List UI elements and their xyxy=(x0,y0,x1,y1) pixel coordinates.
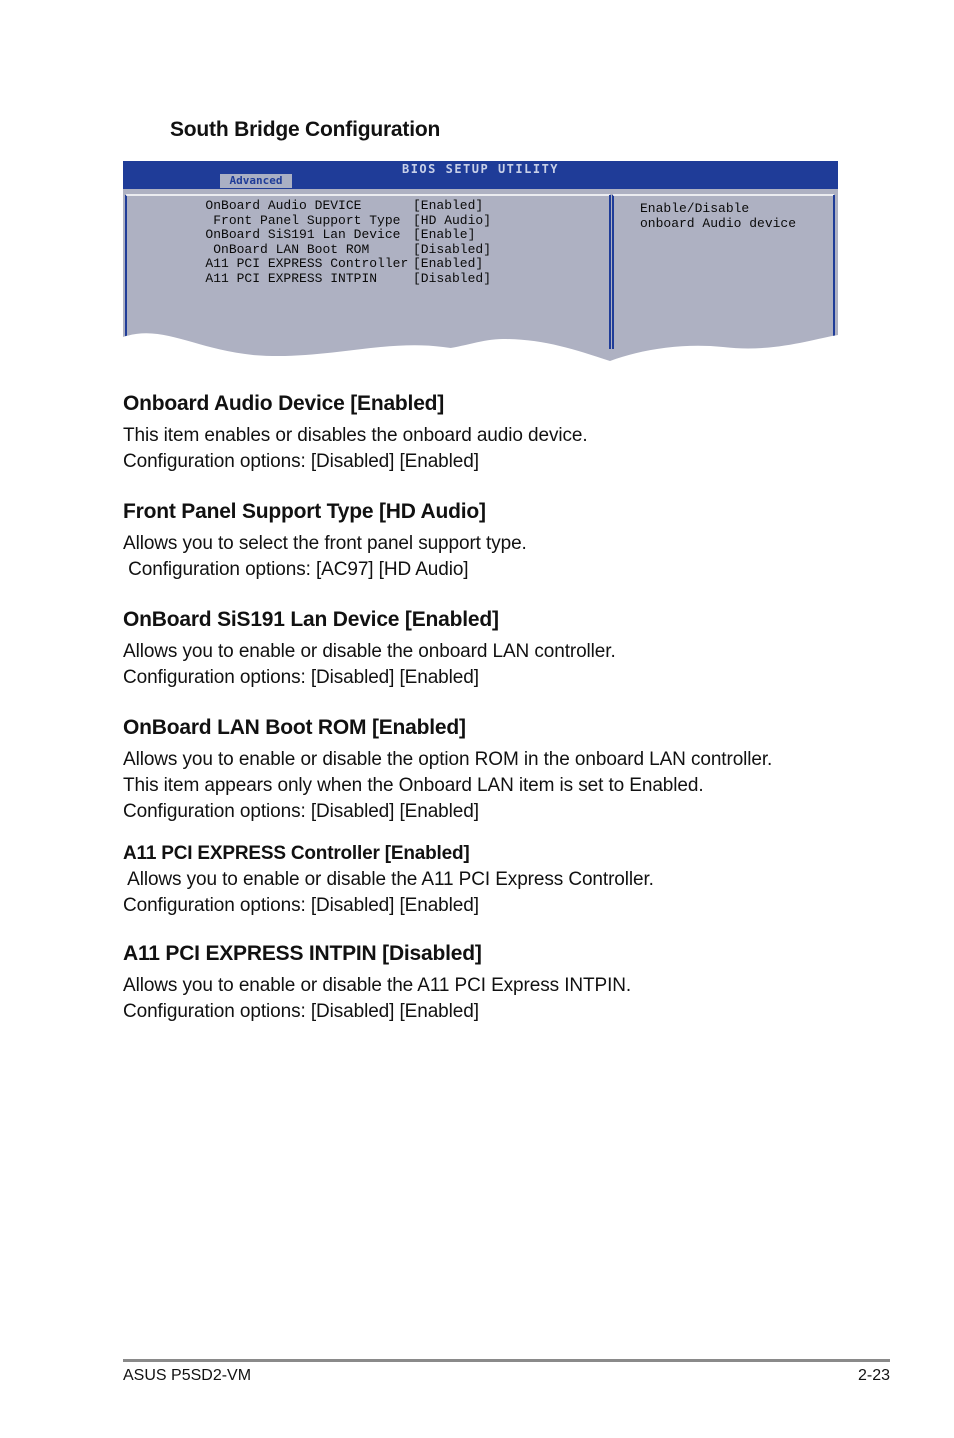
footer-rule xyxy=(123,1359,890,1362)
bios-row-value: [Enabled] xyxy=(413,198,484,213)
item-pci-controller xyxy=(123,841,654,919)
item-lan-boot-rom xyxy=(123,715,772,825)
item-pci-intpin xyxy=(123,941,631,1025)
item-description: This item enables or disables the onboard audio device. Configuration options: [Disabled] [Enabled] xyxy=(123,425,588,472)
item-heading: OnBoard SiS191 Lan Device [Enabled] xyxy=(123,608,499,631)
bios-row-value: [HD Audio] xyxy=(413,212,492,228)
bios-row-value: [Enable] xyxy=(413,227,476,242)
item-description: Allows you to select the front panel support type. Configuration options: [AC97] [HD Audio] xyxy=(123,533,527,580)
bios-row-label: A11 PCI EXPRESS INTPIN xyxy=(205,270,378,286)
item-description: Allows you to enable or disable the option ROM in the onboard LAN controller. This item appears only when the Onboard LAN item is set to Enabled. Configuration options: [Disabled] [Enabled] xyxy=(123,749,773,822)
bios-tab-advanced: Advanced xyxy=(220,174,292,188)
bios-row-label: OnBoard SiS191 Lan Device xyxy=(205,227,401,242)
bios-tear-mid xyxy=(443,339,610,361)
bios-row-value: [Enabled] xyxy=(413,256,484,271)
item-heading: Onboard Audio Device [Enabled] xyxy=(123,392,445,415)
item-lan-device xyxy=(123,607,616,691)
bios-row-value: [Disabled] xyxy=(413,270,492,286)
item-description: Allows you to enable or disable the onboard LAN controller. Configuration options: [Disabled] [Enabled] xyxy=(123,641,616,688)
bios-help-line: Enable/Disable xyxy=(640,201,750,216)
item-front-panel xyxy=(123,499,527,583)
bios-row-label: A11 PCI EXPRESS Controller xyxy=(205,256,409,271)
bios-row-lan-boot-rom[interactable] xyxy=(143,241,492,257)
bios-row-lan-device[interactable] xyxy=(143,227,476,242)
item-heading: A11 PCI EXPRESS INTPIN [Disabled] xyxy=(123,942,482,965)
bios-row-front-panel[interactable] xyxy=(143,212,492,228)
bios-row-pci-intpin[interactable] xyxy=(143,270,492,286)
bios-row-value: [Disabled] xyxy=(413,241,492,257)
item-heading: A11 PCI EXPRESS Controller [Enabled] xyxy=(123,843,470,864)
bios-row-label: OnBoard LAN Boot ROM xyxy=(205,241,370,257)
item-description: Allows you to enable or disable the A11 PCI Express INTPIN. Configuration options: [Disabled] [Enabled] xyxy=(123,975,632,1022)
bios-header xyxy=(123,161,838,189)
bios-help-panel xyxy=(640,202,830,231)
item-onboard-audio xyxy=(123,391,588,475)
bios-tear-right xyxy=(610,335,838,361)
bios-row-pci-controller[interactable] xyxy=(143,256,484,271)
bios-screenshot xyxy=(123,161,838,361)
section-title: South Bridge Configuration xyxy=(170,118,441,141)
bios-title: BIOS SETUP UTILITY xyxy=(401,162,560,176)
bios-row-label: Front Panel Support Type xyxy=(205,212,401,228)
bios-option-list xyxy=(143,198,492,286)
item-description: Allows you to enable or disable the A11 PCI Express Controller. Configuration options: [Disabled] [Enabled] xyxy=(123,869,654,916)
bios-help-line: onboard Audio device xyxy=(640,215,797,231)
footer-page-number: 2-23 xyxy=(857,1367,890,1384)
item-heading: Front Panel Support Type [HD Audio] xyxy=(123,500,486,523)
bios-row-label: OnBoard Audio DEVICE xyxy=(205,198,362,213)
bios-row-audio[interactable] xyxy=(143,198,484,213)
item-heading: OnBoard LAN Boot ROM [Enabled] xyxy=(123,716,466,739)
footer-product: ASUS P5SD2-VM xyxy=(123,1367,252,1384)
bios-body xyxy=(123,189,838,361)
